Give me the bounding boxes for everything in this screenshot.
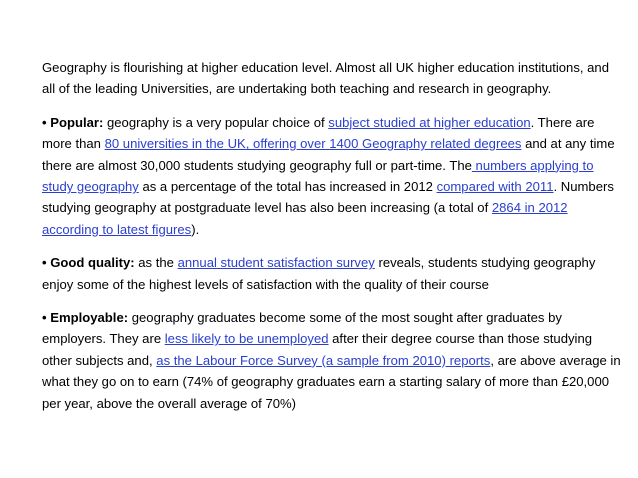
popular-bullet: • [42,114,47,130]
popular-paragraph [42,112,622,240]
popular-text-6: ). [191,221,200,237]
popular-text-3: and at any time there are almost 30,000 students studying geography full or part-time. The [42,136,615,173]
employable-text-3: , are above average in what they go on to earn (74% of geography graduates earn a starting salary of more than £20,000 per year, above the overall average of 70%) [42,352,621,411]
employable-heading: Employable: [50,310,129,326]
intro-text: Geography is flourishing at higher education level. Almost all UK higher education institutions, and all of the leading Universities, are undertaking both teaching and research in geography. [42,60,610,97]
popular-text-2: . There are more than [42,114,595,152]
employable-text-2: after their degree course than those studying other subjects and, [42,331,593,368]
quality-paragraph [42,252,622,295]
popular-heading: Popular: [50,114,104,130]
quality-text-1: as the [134,255,178,271]
intro-paragraph [42,57,622,100]
universities-degrees-link[interactable]: 80 universities in the UK, offering over 1400 Geography related degrees [104,136,522,152]
popular-text-5: . Numbers studying geography at postgraduate level has also been increasing (a total of [42,179,614,216]
compared-2011-link[interactable]: compared with 2011 [436,179,554,195]
quality-heading: Good quality: [50,255,135,271]
satisfaction-survey-link[interactable]: annual student satisfaction survey [177,255,375,271]
popular-text-1: geography is a very popular choice of [103,114,329,130]
employable-text-1: geography graduates become some of the most sought after graduates by employers. They are [42,310,562,347]
quality-bullet: • [42,255,47,271]
postgraduate-figures-link[interactable]: 2864 in 2012 according to latest figures [42,200,568,237]
quality-text-2: reveals, students studying geography enjoy some of the highest levels of satisfaction with the quality of their course [42,255,596,292]
popular-text-4: as a percentage of the total has increased in 2012 [138,179,437,195]
employable-paragraph [42,307,622,414]
subject-studied-link[interactable]: subject studied at higher education [328,114,531,130]
employable-bullet: • [42,310,47,326]
labour-force-survey-link[interactable]: as the Labour Force Survey (a sample from 2010) reports [156,352,491,368]
unemployed-link[interactable]: less likely to be unemployed [164,331,329,347]
numbers-applying-link[interactable]: numbers applying to study geography [42,157,594,195]
document-body [42,57,622,426]
